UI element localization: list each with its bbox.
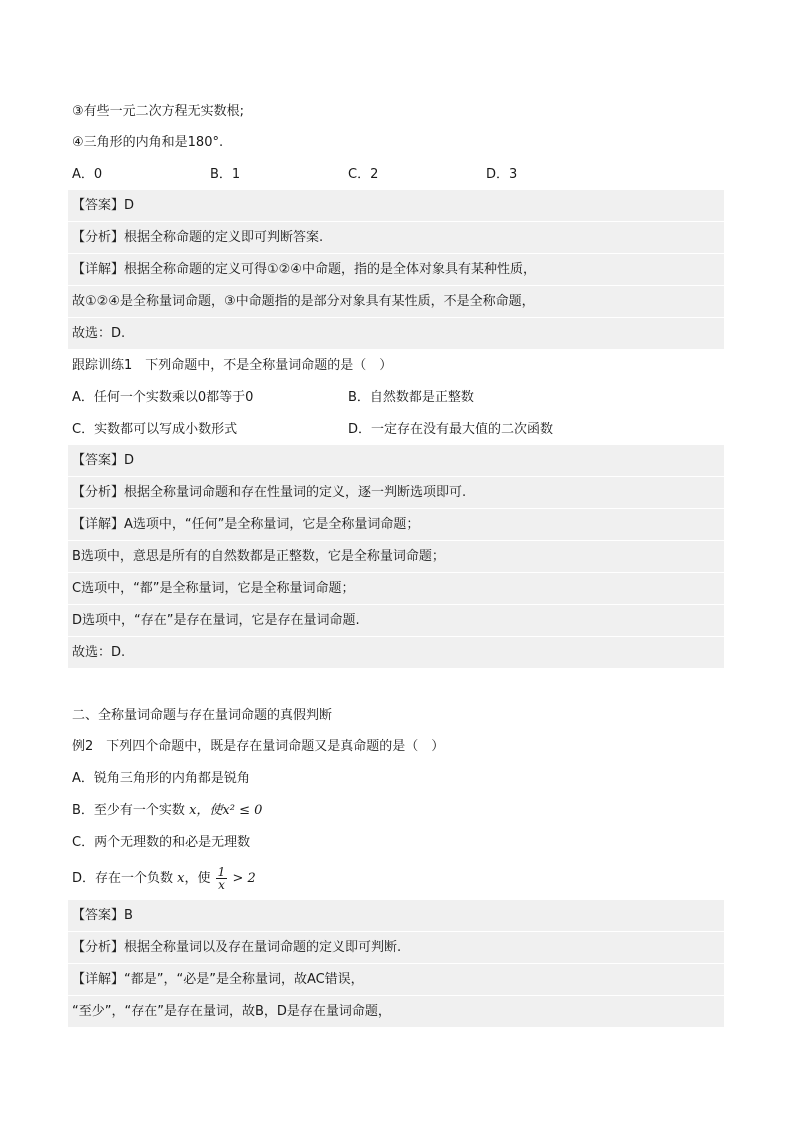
example-option-b-math: x，使x² ≤ 0 [189,803,263,818]
detail-text: 【详解】A选项中，“任何”是全称量词，它是全称量词命题； [72,517,420,532]
practice-option-d: D．一定存在没有最大值的二次函数 [348,422,554,437]
statement-3: ③有些一元二次方程无实数根; [72,104,245,119]
detail-text: 【详解】根据全称命题的定义可得①②④中命题，指的是全体对象具有某种性质， [72,262,536,277]
example-option-d-tail: > 2 [232,871,256,886]
analysis-text: 【分析】根据全称命题的定义即可判断答案. [72,230,324,245]
option-b: B．1 [210,167,241,182]
example-title: 例2 下列四个命题中，既是存在量词命题又是真命题的是（ ） [72,739,445,754]
answer-label: 【答案】D [72,198,135,213]
analysis-text: 【分析】根据全称量词命题和存在性量词的定义，逐一判断选项即可. [72,485,467,500]
section-heading: 二、全称量词命题与存在量词命题的真假判断 [72,708,333,723]
example-option-d [72,864,256,894]
example-option-d-mid: ，使 [184,871,211,886]
detail-text: “至少”，“存在”是存在量词，故B，D是存在量词命题， [72,1004,391,1019]
solution-row-bg [68,445,724,476]
example-option-b-text: B．至少有一个实数 [72,803,185,818]
choice-text: 故选：D. [72,326,126,341]
solution-row-bg [68,900,724,931]
fraction-numerator: 1 [217,865,226,879]
example-option-b [72,803,262,819]
example-option-c: C．两个无理数的和必是无理数 [72,835,251,850]
answer-label: 【答案】B [72,908,133,923]
example-option-d-text: D．存在一个负数 [72,871,174,886]
option-d: D．3 [486,167,518,182]
option-a: A．0 [72,167,103,182]
practice-option-a: A．任何一个实数乘以0都等于0 [72,390,254,405]
answer-label: 【答案】D [72,453,135,468]
practice-option-c: C．实数都可以写成小数形式 [72,422,238,437]
solution-row-bg [68,190,724,221]
example-option-d-var: x [177,871,185,886]
practice-option-b: B．自然数都是正整数 [348,390,474,405]
option-c: C．2 [348,167,379,182]
detail-text: B选项中，意思是所有的自然数都是正整数，它是全称量词命题； [72,549,445,564]
solution-row-bg [68,637,724,668]
analysis-text: 【分析】根据全称量词以及存在量词命题的定义即可判断. [72,940,402,955]
detail-text: D选项中，“存在”是存在量词，它是存在量词命题. [72,613,360,628]
fraction [216,866,228,891]
example-option-a: A．锐角三角形的内角都是锐角 [72,771,250,786]
solution-row-bg [68,318,724,349]
detail-text: 【详解】“都是”，“必是”是全称量词，故AC错误， [72,972,364,987]
detail-text: 故①②④是全称量词命题，③中命题指的是部分对象具有某性质，不是全称命题， [72,294,535,309]
detail-text: C选项中，“都”是全称量词，它是全称量词命题； [72,581,355,596]
choice-text: 故选：D. [72,645,126,660]
practice-title: 跟踪训练1 下列命题中，不是全称量词命题的是（ ） [72,358,393,373]
statement-4: ④三角形的内角和是180°. [72,135,224,150]
fraction-denominator: x [218,878,225,892]
